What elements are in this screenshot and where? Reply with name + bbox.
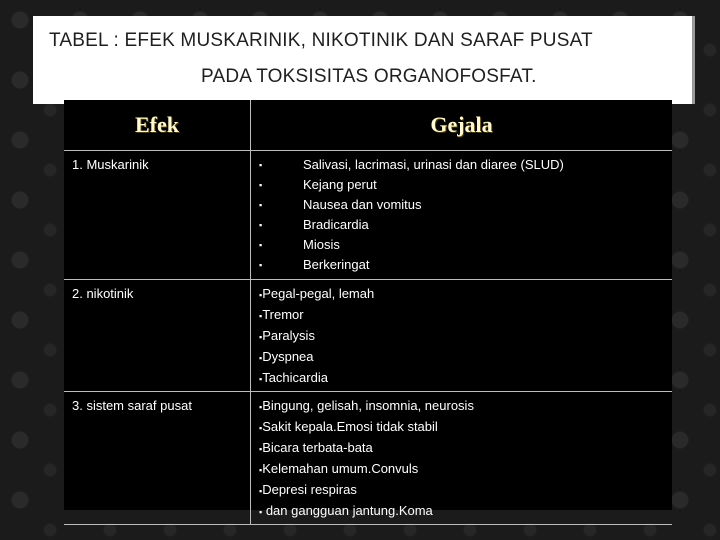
header-efek: Efek xyxy=(64,100,251,151)
effect-cell: 1. Muskarinik xyxy=(64,151,251,280)
symptom-cell xyxy=(251,280,673,392)
list-item: ▪ Nausea dan vomitus xyxy=(259,195,666,215)
title-box xyxy=(33,16,695,104)
list-item: ▪ Berkeringat xyxy=(259,255,666,275)
list-item: ▪Tachicardia xyxy=(259,370,328,385)
list-item: ▪ Miosis xyxy=(259,235,666,255)
bullet-icon: ▪ xyxy=(259,290,263,300)
list-item: ▪Sakit kepala.Emosi tidak stabil xyxy=(259,419,438,434)
bullet-icon: ▪ xyxy=(259,423,263,433)
table-row xyxy=(64,151,672,280)
header-gejala: Gejala xyxy=(251,100,673,151)
list-item: ▪Kelemahan umum.Convuls xyxy=(259,461,419,476)
symptom-table-container xyxy=(64,100,672,518)
bullet-icon: ▪ xyxy=(259,374,263,384)
list-item: ▪ Kejang perut xyxy=(259,175,666,195)
list-item: ▪Dyspnea xyxy=(259,349,314,364)
bullet-icon: ▪ xyxy=(259,332,263,342)
title-line-2: PADA TOKSISITAS ORGANOFOSFAT. xyxy=(201,66,537,87)
bullet-icon: ▪ xyxy=(259,402,263,412)
bullet-icon: ▪ xyxy=(259,311,263,321)
effect-cell: 3. sistem saraf pusat xyxy=(64,392,251,525)
list-item: ▪Pegal-pegal, lemah xyxy=(259,286,375,301)
table-row xyxy=(64,392,672,525)
effect-cell: 2. nikotinik xyxy=(64,280,251,392)
bullet-icon: ▪ xyxy=(259,200,263,210)
list-item: ▪ Bradicardia xyxy=(259,215,666,235)
bullet-icon: ▪ xyxy=(259,180,263,190)
list-item: ▪Depresi respiras xyxy=(259,482,357,497)
bullet-icon: ▪ xyxy=(259,260,263,270)
list-item: ▪ Salivasi, lacrimasi, urinasi dan diaree (SLUD) xyxy=(259,155,666,175)
title-line-1: TABEL : EFEK MUSKARINIK, NIKOTINIK DAN SARAF PUSAT xyxy=(49,30,593,51)
bullet-icon: ▪ xyxy=(259,160,263,170)
list-item: ▪ dan gangguan jantung.Koma xyxy=(259,503,433,518)
table-row xyxy=(64,280,672,392)
bullet-icon: ▪ xyxy=(259,220,263,230)
table-header-row xyxy=(64,100,672,151)
bullet-icon: ▪ xyxy=(259,486,263,496)
bullet-icon: ▪ xyxy=(259,507,263,517)
symptom-cell xyxy=(251,392,673,525)
list-item: ▪Bingung, gelisah, insomnia, neurosis xyxy=(259,398,474,413)
bullet-icon: ▪ xyxy=(259,240,263,250)
list-item: ▪Paralysis xyxy=(259,328,315,343)
bullet-icon: ▪ xyxy=(259,465,263,475)
bullet-icon: ▪ xyxy=(259,353,263,363)
list-item: ▪Bicara terbata-bata xyxy=(259,440,373,455)
list-item: ▪Tremor xyxy=(259,307,304,322)
symptom-cell xyxy=(251,151,673,280)
bullet-icon: ▪ xyxy=(259,444,263,454)
symptom-table xyxy=(64,100,672,525)
